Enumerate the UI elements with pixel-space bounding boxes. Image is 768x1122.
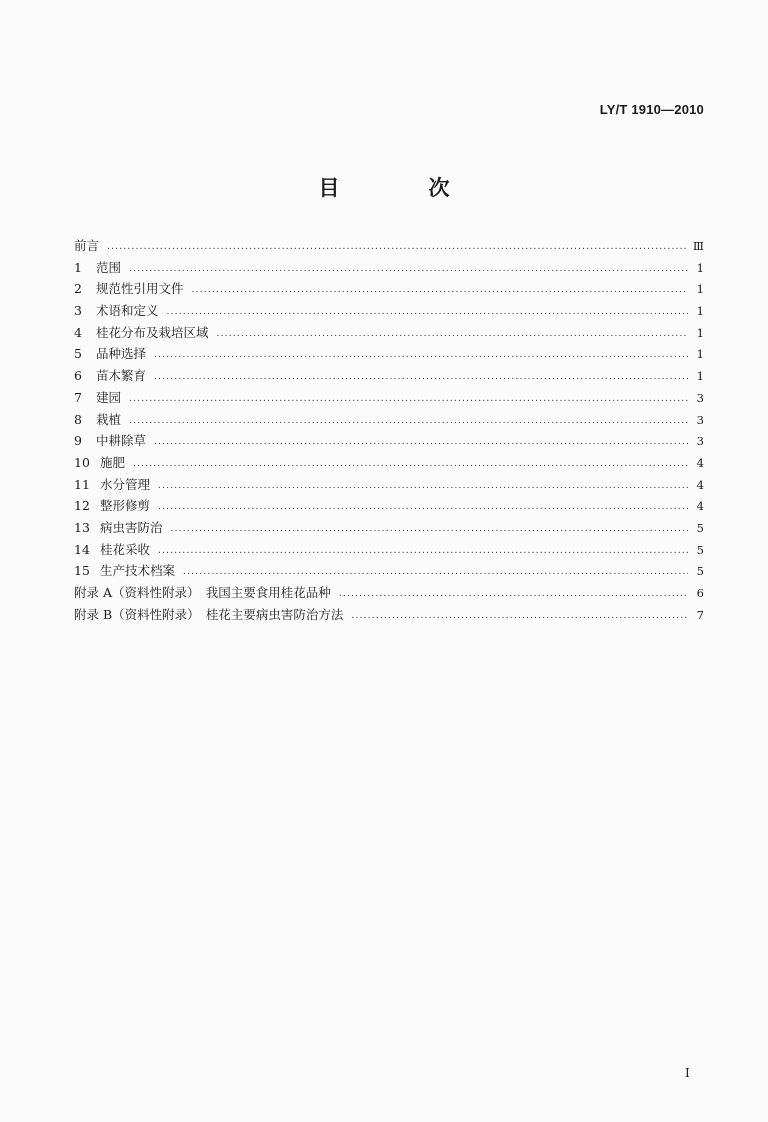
toc-page: 1 xyxy=(696,260,704,275)
toc-label: 范围 xyxy=(96,259,122,275)
leader-dots xyxy=(158,502,688,512)
leader-dots xyxy=(154,350,688,360)
toc-page: 3 xyxy=(696,390,704,405)
toc-number: 9 xyxy=(74,433,82,449)
toc-page: 5 xyxy=(696,564,704,579)
toc-page: 7 xyxy=(696,607,704,622)
toc-label: 水分管理 xyxy=(100,476,151,492)
toc-page: 4 xyxy=(696,499,704,514)
standard-code: LY/T 1910—2010 xyxy=(599,102,704,117)
toc-label: 整形修剪 xyxy=(100,498,151,514)
toc-entry[interactable] xyxy=(74,453,704,475)
leader-dots xyxy=(351,611,688,621)
toc-entry[interactable] xyxy=(74,540,704,562)
toc-page: 1 xyxy=(696,325,704,340)
toc-label: 建园 xyxy=(96,389,122,405)
toc-page: 1 xyxy=(696,282,704,297)
toc-entry[interactable] xyxy=(74,475,704,497)
toc-number: 5 xyxy=(74,346,82,362)
toc-page: 5 xyxy=(696,520,704,535)
leader-dots xyxy=(107,242,688,252)
toc-label: 前言 xyxy=(74,238,100,253)
toc-number: 2 xyxy=(74,281,82,297)
toc-entry-appendix-b[interactable] xyxy=(74,605,704,627)
toc-page: 3 xyxy=(696,434,704,449)
leader-dots xyxy=(183,567,688,577)
toc-label: 中耕除草 xyxy=(96,433,147,449)
toc-label: 附录 B（资料性附录） 桂花主要病虫害防治方法 xyxy=(74,606,344,622)
leader-dots xyxy=(167,307,688,317)
toc-entry[interactable] xyxy=(74,431,704,453)
leader-dots xyxy=(129,394,688,404)
leader-dots xyxy=(158,481,688,491)
toc-label: 栽植 xyxy=(96,411,122,427)
page-title: 目 次 xyxy=(318,176,484,200)
toc-page: 1 xyxy=(696,347,704,362)
page-number: I xyxy=(685,1066,690,1080)
toc-number: 13 xyxy=(74,519,90,535)
toc-number: 12 xyxy=(74,498,90,514)
leader-dots xyxy=(129,416,688,426)
toc-entry[interactable] xyxy=(74,496,704,518)
toc-page: 1 xyxy=(696,369,704,384)
toc-label: 附录 A（资料性附录） 我国主要食用桂花品种 xyxy=(74,585,331,600)
toc-label: 病虫害防治 xyxy=(100,519,163,535)
leader-dots xyxy=(154,437,688,447)
toc-entry[interactable] xyxy=(74,410,704,432)
toc-number: 15 xyxy=(74,563,90,579)
toc-number: 6 xyxy=(74,368,82,384)
leader-dots xyxy=(171,524,688,534)
table-of-contents xyxy=(74,236,704,626)
toc-entry[interactable] xyxy=(74,366,704,388)
toc-entry[interactable] xyxy=(74,344,704,366)
toc-page: 5 xyxy=(696,542,704,557)
toc-page: 1 xyxy=(696,304,704,319)
toc-label: 桂花分布及栽培区域 xyxy=(96,324,209,340)
toc-label: 规范性引用文件 xyxy=(96,281,184,297)
toc-label: 苗木繁育 xyxy=(96,368,147,384)
toc-entry[interactable] xyxy=(74,388,704,410)
toc-entry[interactable] xyxy=(74,279,704,301)
toc-page: Ⅲ xyxy=(692,239,704,253)
leader-dots xyxy=(192,285,688,295)
toc-page: 3 xyxy=(696,412,704,427)
toc-label: 施肥 xyxy=(100,454,126,470)
toc-number: 7 xyxy=(74,389,82,405)
toc-label: 品种选择 xyxy=(96,346,147,362)
toc-number: 14 xyxy=(74,541,90,557)
toc-entry[interactable] xyxy=(74,561,704,583)
toc-entry-appendix-a[interactable] xyxy=(74,583,704,605)
leader-dots xyxy=(339,589,688,599)
toc-page: 4 xyxy=(696,477,704,492)
toc-number: 10 xyxy=(74,454,90,470)
toc-entry-foreword[interactable] xyxy=(74,236,704,258)
toc-entry[interactable] xyxy=(74,301,704,323)
toc-entry[interactable] xyxy=(74,258,704,280)
leader-dots xyxy=(133,459,688,469)
leader-dots xyxy=(129,264,688,274)
toc-entry[interactable] xyxy=(74,518,704,540)
toc-number: 1 xyxy=(74,259,82,275)
leader-dots xyxy=(158,546,688,556)
toc-label: 生产技术档案 xyxy=(100,563,176,579)
toc-page: 4 xyxy=(696,455,704,470)
toc-label: 术语和定义 xyxy=(96,303,159,319)
toc-page: 6 xyxy=(696,586,704,600)
toc-entry[interactable] xyxy=(74,323,704,345)
leader-dots xyxy=(217,329,688,339)
leader-dots xyxy=(154,372,688,382)
toc-label: 桂花采收 xyxy=(100,541,151,557)
toc-number: 3 xyxy=(74,303,82,319)
toc-number: 11 xyxy=(74,476,90,492)
toc-number: 4 xyxy=(74,324,82,340)
toc-number: 8 xyxy=(74,411,82,427)
